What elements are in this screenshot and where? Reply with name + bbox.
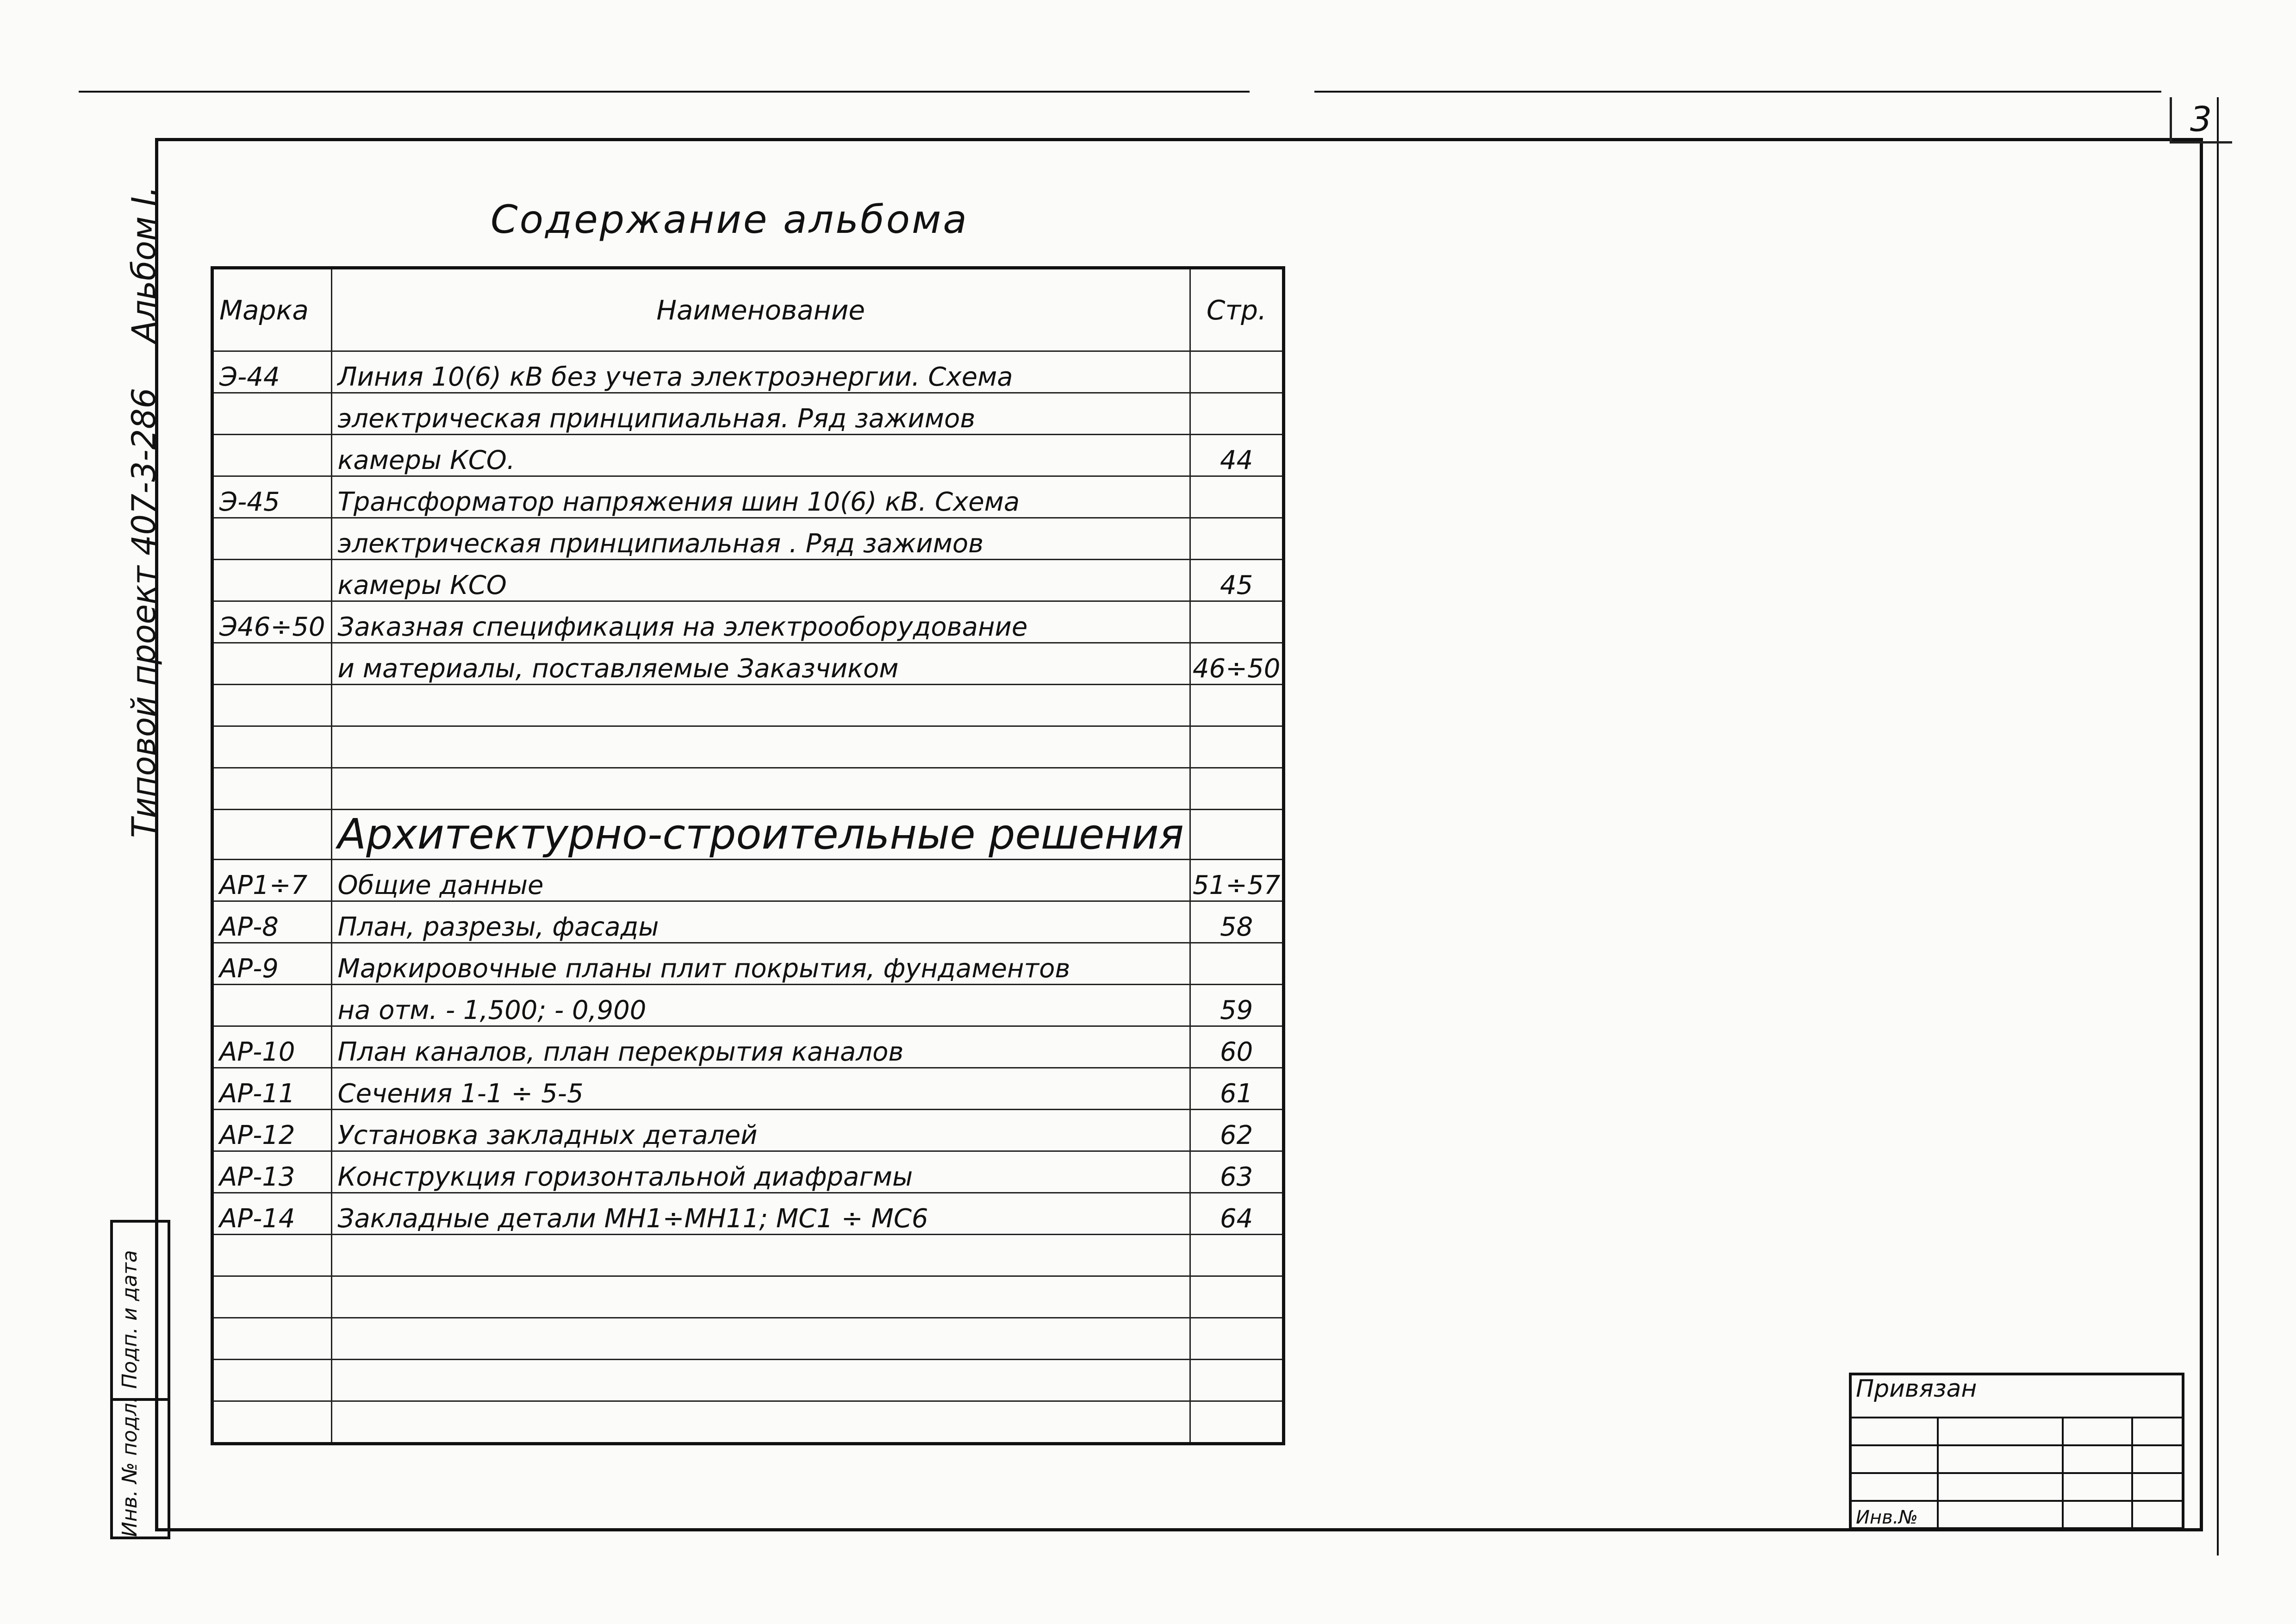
title-block-linked: Привязан	[1856, 1375, 1977, 1403]
project-label: Типовой проект 407-3-286	[125, 387, 163, 838]
stamp-inv-no: Инв. № подл.	[118, 1396, 142, 1537]
name-cell: План, разрезы, фасады	[331, 901, 1190, 943]
name-cell: Установка закладных деталей	[331, 1110, 1190, 1151]
table-row	[212, 476, 1284, 518]
table-row	[212, 1235, 1284, 1276]
table-row	[212, 643, 1284, 685]
header-mark: Марка	[212, 268, 332, 351]
table-row	[212, 393, 1284, 435]
name-cell: электрическая принципиальная . Ряд зажимов	[331, 518, 1190, 560]
table-row	[212, 943, 1284, 985]
table-header-row	[212, 268, 1284, 351]
name-cell: План каналов, план перекрытия каналов	[331, 1026, 1190, 1068]
stamp-sign-date: Подп. и дата	[118, 1250, 142, 1389]
name-cell	[331, 768, 1190, 810]
table-row	[212, 1360, 1284, 1401]
name-cell	[331, 810, 1190, 860]
name-cell: электрическая принципиальная. Ряд зажимов	[331, 393, 1190, 435]
mark-cell	[212, 1360, 332, 1401]
tb-row-line-3	[1849, 1472, 2184, 1474]
name-cell: Заказная спецификация на электрооборудование	[331, 601, 1190, 643]
name-cell: камеры КСО.	[331, 435, 1190, 476]
page-cell	[1190, 351, 1283, 393]
table-row	[212, 1193, 1284, 1235]
right-outer-edge	[2217, 97, 2219, 1555]
name-cell: Маркировочные планы плит покрытия, фундаментов	[331, 943, 1190, 985]
page-number: 3	[2190, 100, 2212, 139]
title-block-inv-no: Инв.№	[1856, 1507, 1918, 1528]
name-cell: Закладные детали МН1÷МН11; МС1 ÷ МС6	[331, 1193, 1190, 1235]
name-cell: Трансформатор напряжения шин 10(6) кВ. Схема	[331, 476, 1190, 518]
page-cell: 64	[1190, 1193, 1283, 1235]
table-row	[212, 435, 1284, 476]
page-cell: 61	[1190, 1068, 1283, 1110]
album-label: Альбом I.	[125, 186, 163, 343]
tb-col-line-2	[2062, 1417, 2064, 1530]
mark-cell: АР-9	[212, 943, 332, 985]
tb-row-line-1	[1849, 1417, 2184, 1418]
mark-cell	[212, 518, 332, 560]
page-cell: 59	[1190, 985, 1283, 1026]
table-row	[212, 768, 1284, 810]
mark-cell	[212, 1276, 332, 1318]
table-row	[212, 1318, 1284, 1360]
page-cell	[1190, 810, 1283, 860]
page-cell	[1190, 518, 1283, 560]
table-row	[212, 518, 1284, 560]
page-cell: 51÷57	[1190, 860, 1283, 901]
table-row	[212, 985, 1284, 1026]
table-row	[212, 901, 1284, 943]
name-cell: камеры КСО	[331, 560, 1190, 601]
mark-cell: Э46÷50	[212, 601, 332, 643]
top-scan-line-left	[79, 91, 1250, 93]
name-cell	[331, 685, 1190, 726]
section-row	[212, 810, 1284, 860]
page-cell	[1190, 1401, 1283, 1444]
page-cell	[1190, 726, 1283, 768]
page-cell	[1190, 1235, 1283, 1276]
mark-cell	[212, 1401, 332, 1444]
page-cell: 58	[1190, 901, 1283, 943]
name-cell: Линия 10(6) кВ без учета электроэнергии. Схема	[331, 351, 1190, 393]
mark-cell	[212, 810, 332, 860]
name-cell: и материалы, поставляемые Заказчиком	[331, 643, 1190, 685]
mark-cell	[212, 685, 332, 726]
name-cell	[331, 1401, 1190, 1444]
mark-cell: Э-45	[212, 476, 332, 518]
mark-cell: АР-10	[212, 1026, 332, 1068]
table-row	[212, 1068, 1284, 1110]
name-cell	[331, 1276, 1190, 1318]
contents-table	[211, 266, 1285, 1445]
mark-cell	[212, 435, 332, 476]
table-row	[212, 1401, 1284, 1444]
page-cell	[1190, 476, 1283, 518]
page-cell	[1190, 1360, 1283, 1401]
page-cell: 60	[1190, 1026, 1283, 1068]
page-cell	[1190, 768, 1283, 810]
page-cell	[1190, 685, 1283, 726]
name-cell: на отм. - 1,500; - 0,900	[331, 985, 1190, 1026]
table-row	[212, 1026, 1284, 1068]
page-cell	[1190, 1276, 1283, 1318]
table-row	[212, 1276, 1284, 1318]
mark-cell	[212, 985, 332, 1026]
top-scan-line-right	[1314, 91, 2161, 93]
name-cell	[331, 1360, 1190, 1401]
page-title: Содержание альбома	[491, 197, 969, 242]
section-title: Архитектурно-строительные решения	[337, 810, 1184, 859]
tb-row-line-4	[1849, 1500, 2184, 1502]
page-cell	[1190, 943, 1283, 985]
table-row	[212, 1110, 1284, 1151]
name-cell	[331, 1235, 1190, 1276]
mark-cell: Э-44	[212, 351, 332, 393]
table-row	[212, 860, 1284, 901]
page-cell	[1190, 1318, 1283, 1360]
page-cell: 45	[1190, 560, 1283, 601]
header-name: Наименование	[331, 268, 1190, 351]
mark-cell	[212, 726, 332, 768]
table-row	[212, 351, 1284, 393]
table-row	[212, 560, 1284, 601]
name-cell	[331, 726, 1190, 768]
page-cell: 46÷50	[1190, 643, 1283, 685]
page-cell	[1190, 601, 1283, 643]
header-page: Стр.	[1190, 268, 1283, 351]
name-cell: Сечения 1-1 ÷ 5-5	[331, 1068, 1190, 1110]
tb-col-line-3	[2131, 1417, 2133, 1530]
mark-cell	[212, 768, 332, 810]
page-cell	[1190, 393, 1283, 435]
page-cell: 62	[1190, 1110, 1283, 1151]
mark-cell	[212, 643, 332, 685]
mark-cell	[212, 1235, 332, 1276]
mark-cell: АР-13	[212, 1151, 332, 1193]
table-row	[212, 1151, 1284, 1193]
tb-row-line-2	[1849, 1444, 2184, 1446]
name-cell: Общие данные	[331, 860, 1190, 901]
mark-cell: АР-8	[212, 901, 332, 943]
mark-cell	[212, 393, 332, 435]
mark-cell: АР-14	[212, 1193, 332, 1235]
name-cell	[331, 1318, 1190, 1360]
mark-cell	[212, 560, 332, 601]
tb-col-line-1	[1937, 1417, 1939, 1530]
mark-cell: АР-11	[212, 1068, 332, 1110]
page-cell: 44	[1190, 435, 1283, 476]
name-cell: Конструкция горизонтальной диафрагмы	[331, 1151, 1190, 1193]
mark-cell: АР1÷7	[212, 860, 332, 901]
table-row	[212, 601, 1284, 643]
mark-cell	[212, 1318, 332, 1360]
table-row	[212, 726, 1284, 768]
mark-cell: АР-12	[212, 1110, 332, 1151]
page-cell: 63	[1190, 1151, 1283, 1193]
table-row	[212, 685, 1284, 726]
